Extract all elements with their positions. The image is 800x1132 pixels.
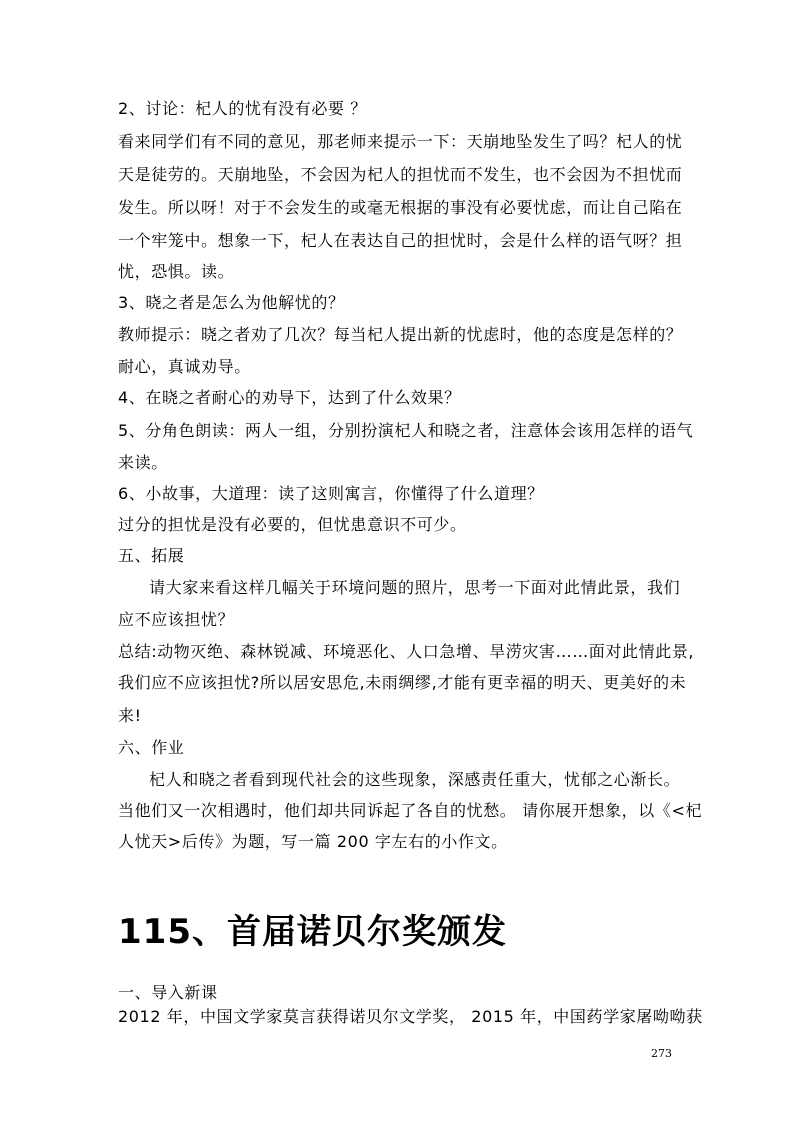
- text-line: 当他们又一次相遇时，他们却共同诉起了各自的忧愁。 请你展开想象，以《<杞: [118, 801, 703, 820]
- chapter-title: 115、首届诺贝尔奖颁发: [118, 912, 507, 952]
- text-line: 我们应不应该担忧?所以居安思危,未雨绸缪,才能有更幸福的明天、更美好的未: [118, 673, 687, 692]
- text-line: 耐心，真诚劝导。: [118, 357, 251, 376]
- section-heading: 五、拓展: [118, 546, 185, 565]
- page-number: 273: [651, 1047, 672, 1060]
- text-line: 杞人和晓之者看到现代社会的这些现象，深感责任重大，忧郁之心渐长。: [149, 770, 681, 789]
- text-line: 请大家来看这样几幅关于环境问题的照片，思考一下面对此情此景，我们: [149, 578, 681, 597]
- text-line: 来读。: [118, 453, 168, 472]
- text-line: 看来同学们有不同的意见，那老师来提示一下：天崩地坠发生了吗？杞人的忧: [118, 132, 683, 151]
- section-heading: 六、作业: [118, 738, 185, 757]
- text-line: 来!: [118, 706, 142, 725]
- text-line: 教师提示：晓之者劝了几次？每当杞人提出新的忧虑时，他的态度是怎样的？: [118, 325, 683, 344]
- text-line: 3、晓之者是怎么为他解忧的？: [118, 293, 345, 312]
- section-heading: 一、导入新课: [118, 983, 218, 1002]
- text-line: 一个牢笼中。想象一下，杞人在表达自己的担忧时，会是什么样的语气呀？担: [118, 231, 683, 250]
- text-line: 2、讨论：杞人的忧有没有必要 ？: [118, 99, 367, 118]
- text-line: 人忧天>后传》为题，写一篇 200 字左右的小作文。: [118, 832, 508, 851]
- text-line: 6、小故事，大道理：读了这则寓言，你懂得了什么道理？: [118, 484, 544, 503]
- text-line: 5、分角色朗读：两人一组，分别扮演杞人和晓之者，注意体会该用怎样的语气: [118, 421, 694, 440]
- text-line: 过分的担忧是没有必要的，但忧患意识不可少。: [118, 515, 467, 534]
- text-line: 发生。所以呀！对于不会发生的或毫无根据的事没有必要忧虑，而让自己陷在: [118, 198, 683, 217]
- text-line: 2012 年，中国文学家莫言获得诺贝尔文学奖， 2015 年，中国药学家屠呦呦获: [118, 1007, 703, 1026]
- text-line: 总结:动物灭绝、森林锐减、环境恶化、人口急增、旱涝灾害……面对此情此景,: [118, 642, 695, 661]
- text-line: 应不应该担忧？: [118, 610, 235, 629]
- text-line: 忧，恐惧。读。: [118, 262, 235, 281]
- text-line: 4、在晓之者耐心的劝导下，达到了什么效果？: [118, 388, 461, 407]
- text-line: 天是徒劳的。天崩地坠，不会因为杞人的担忧而不发生，也不会因为不担忧而: [118, 165, 683, 184]
